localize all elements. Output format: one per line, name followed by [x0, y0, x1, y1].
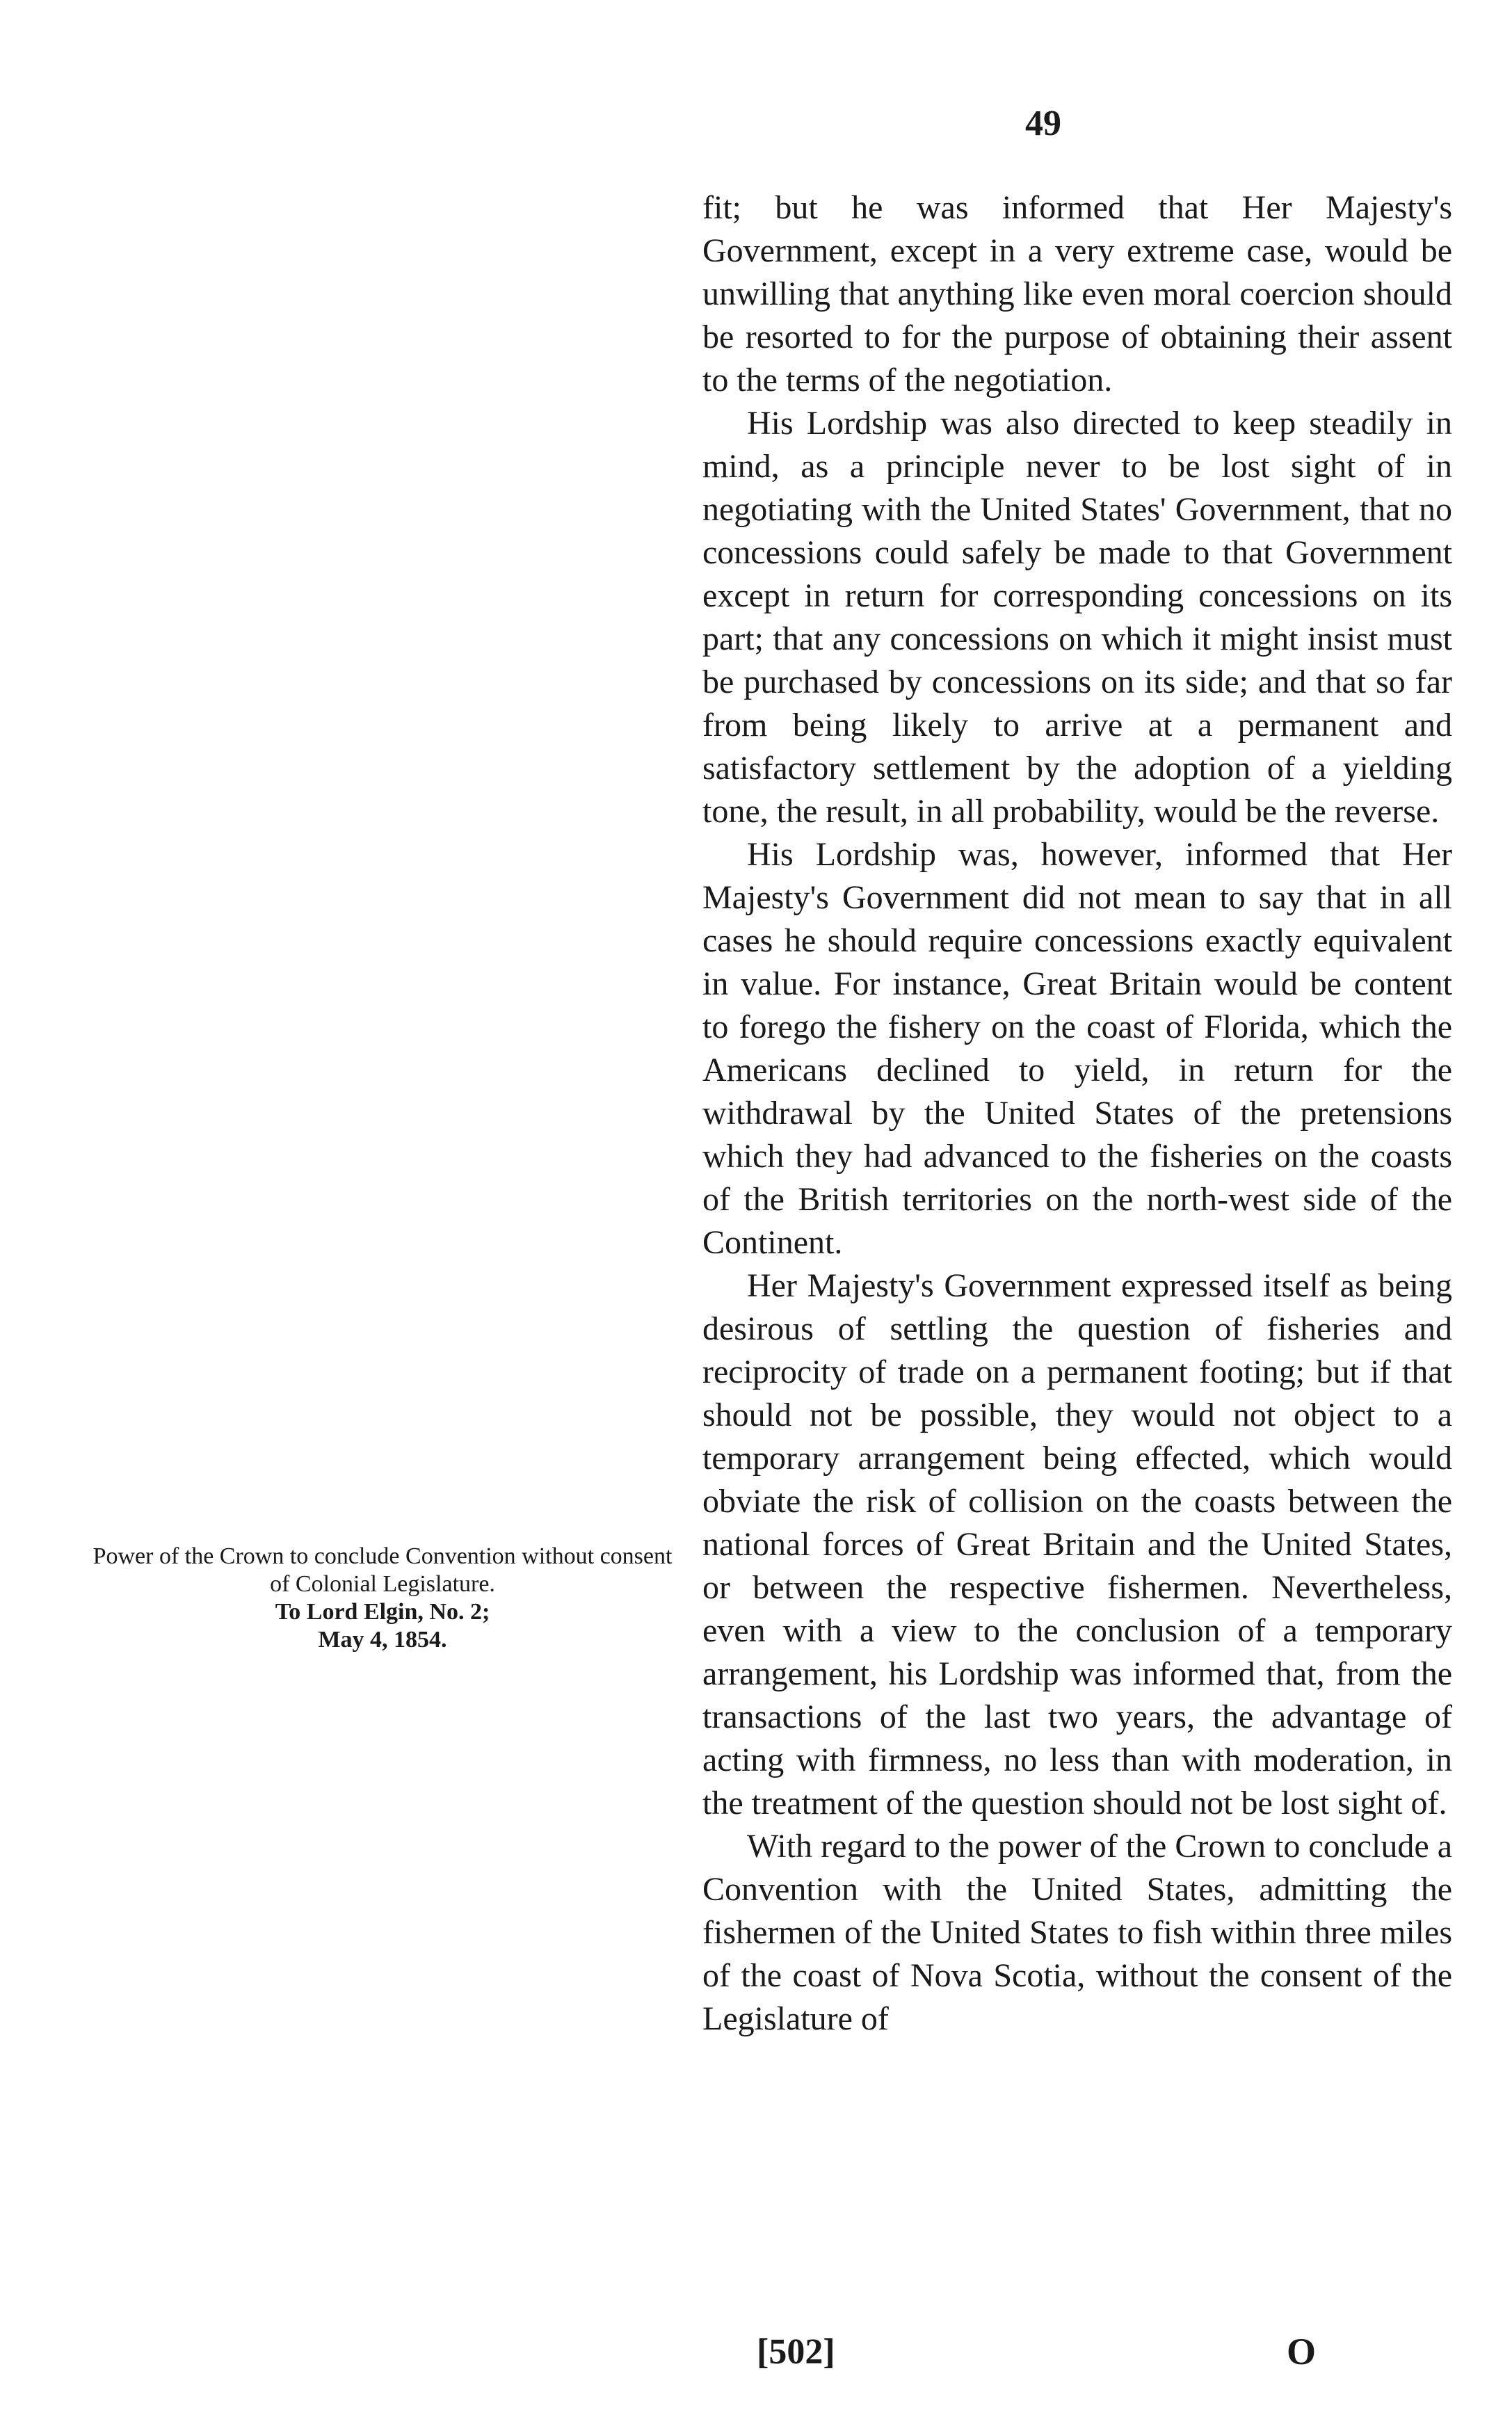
signature-mark: [502] — [757, 2332, 835, 2372]
paragraph-4: Her Majesty's Government expressed itself as being desirous of settling the question of fisheries and reciprocity of trade on a permanent footing; but if that should not be possible, they would not object to a temporary arrangement being effected, which would obviate the risk of collision on the coasts between the national forces of Great Britain and the United States, or between the respective fishermen. Nevertheless, even with a view to the conclusion of a temporary arrangement, his Lordship was informed that, from the transactions of the last two years, the advantage of acting with firmness, no less than with moderation, in the treatment of the question should not be lost sight of. — [702, 1267, 1452, 1822]
margin-note-reference-line-2: May 4, 1854. — [318, 1627, 447, 1653]
margin-note-reference-line-1: To Lord Elgin, No. 2; — [275, 1599, 490, 1625]
paragraph-5: With regard to the power of the Crown to conclude a Convention with the United States, admitting the fishermen of the United States to fish within three miles of the coast of Nova Scotia, without the consent of the Legislature of — [702, 1828, 1452, 2037]
paragraph-1: fit; but he was informed that Her Majesty's Government, except in a very extreme case, would be unwilling that anything like even moral coercion should be resorted to for the purpose of obtaining their assent to the terms of the negotiation. — [702, 189, 1452, 399]
margin-note-title: Power of the Crown to conclude Convention without consent of Colonial Legislature. — [93, 1543, 673, 1597]
signature-letter: O — [1287, 2331, 1317, 2372]
margin-note — [83, 1543, 682, 1654]
paragraph-2: His Lordship was also directed to keep steadily in mind, as a principle never to be lost sight of in negotiating with the United States' Government, that no concessions could safely be made to that Government except in return for corresponding concessions on its part; that any concessions on which it might insist must be purchased by concessions on its side; and that so far from being likely to arrive at a permanent and satisfactory settlement by the adoption of a yielding tone, the result, in all probability, would be the reverse. — [702, 405, 1452, 830]
main-text-column — [702, 186, 1452, 2041]
paragraph-3: His Lordship was, however, informed that Her Majesty's Government did not mean to say that in all cases he should require concessions exactly equivalent in value. For instance, Great Britain would be content to forego the fishery on the coast of Florida, which the Americans declined to yield, in return for the withdrawal by the United States of the pretensions which they had advanced to the fisheries on the coasts of the British territories on the north-west side of the Continent. — [702, 836, 1452, 1261]
page-number: 49 — [1025, 104, 1061, 143]
